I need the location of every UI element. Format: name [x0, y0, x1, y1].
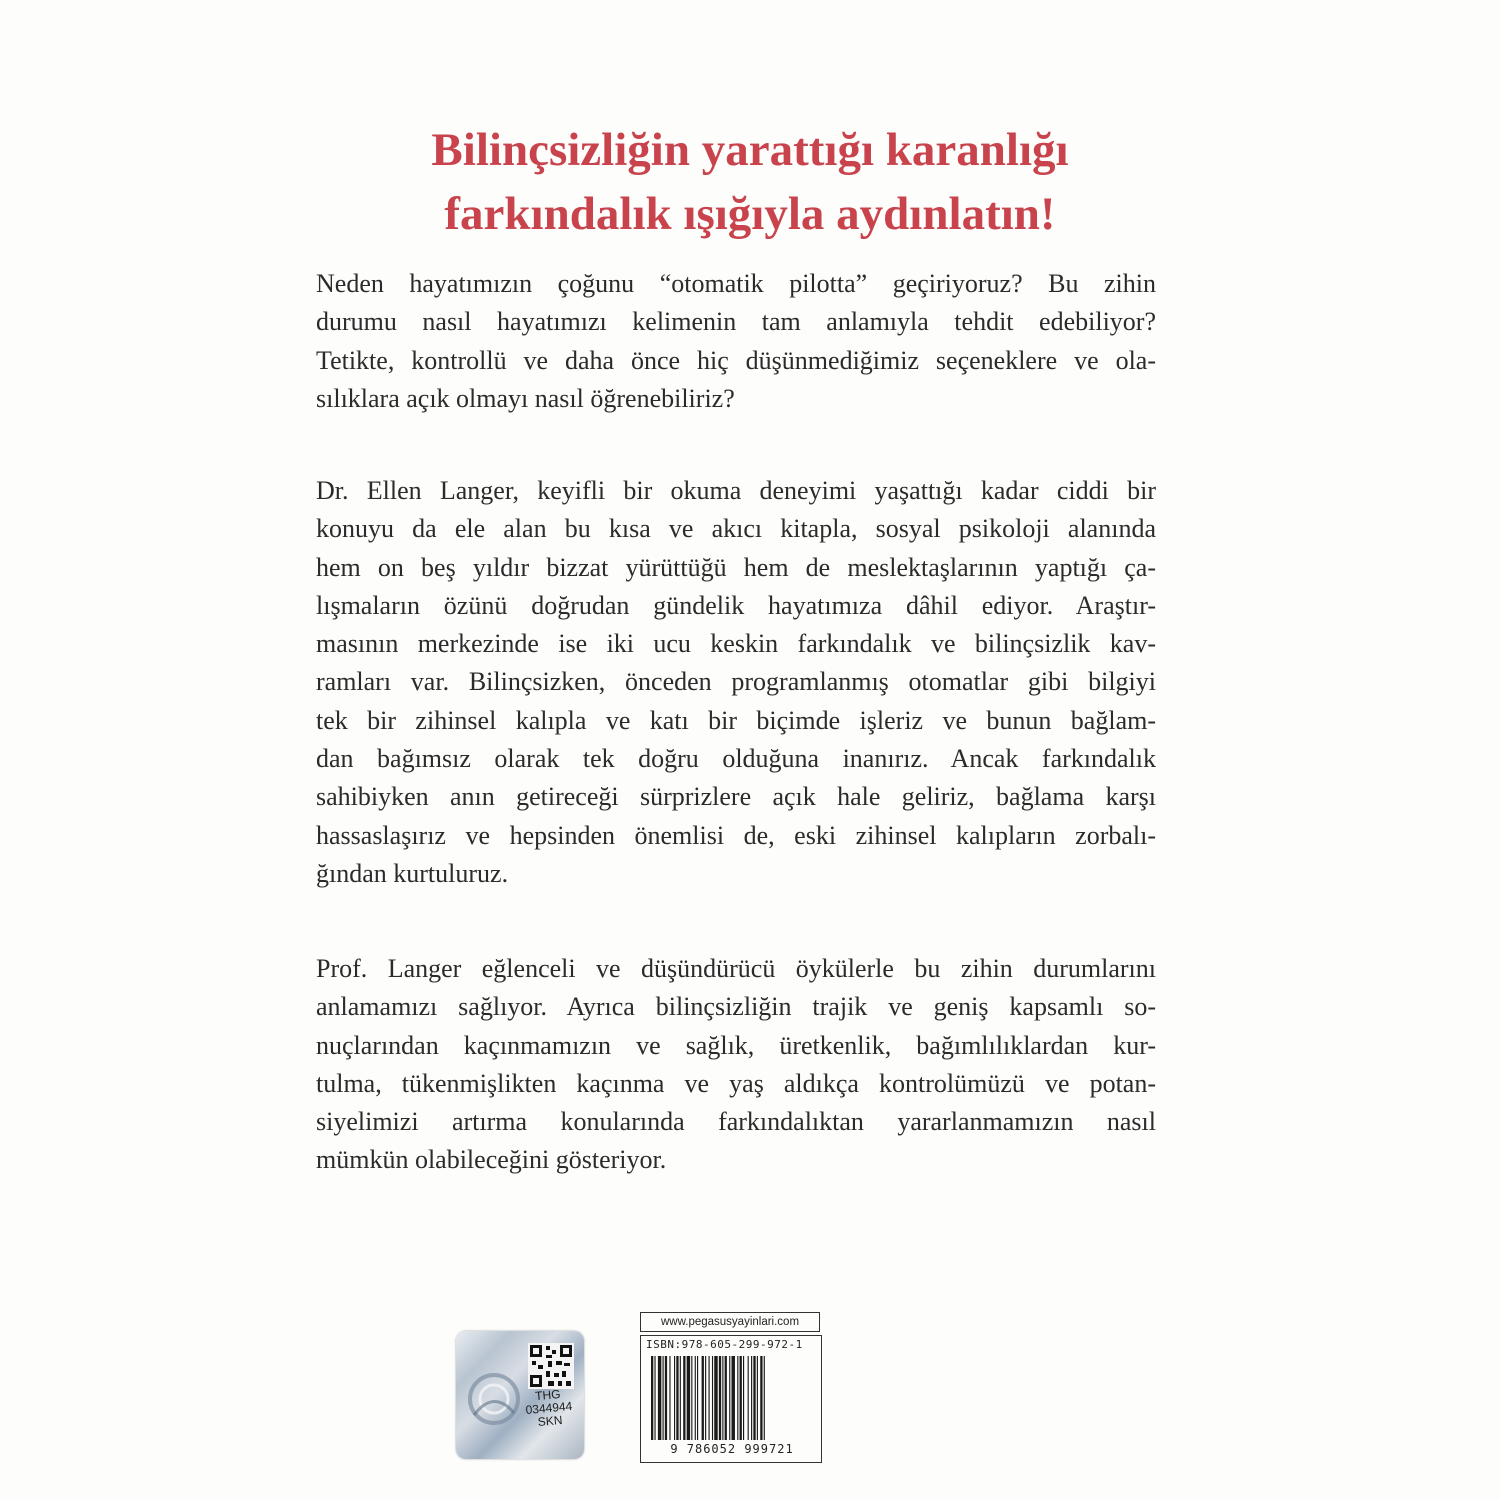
blurb-paragraph-1 — [316, 265, 1156, 418]
text-line: hassaslaşırız ve hepsinden önemlisi de, eski zihinsel kalıpların zorbalı- — [316, 820, 1156, 850]
text-line: Prof. Langer eğlenceli ve düşündürücü öykülerle bu zihin durumlarını — [316, 954, 1156, 983]
cover-headline — [300, 118, 1200, 246]
text-line: masının merkezinde ise iki ucu keskin farkındalık ve bilinçsizlik kav- — [316, 629, 1156, 659]
text-line: dan bağımsız olarak tek doğru olduğuna inanırız. Ancak farkındalık — [316, 744, 1156, 774]
isbn-label: ISBN:978-605-299-972-1 — [646, 1338, 803, 1351]
barcode-icon — [651, 1356, 813, 1440]
isbn-frame — [640, 1335, 822, 1463]
text-line: durumu nasıl hayatımızı kelimenin tam anlamıyla tehdit edebiliyor? — [316, 307, 1156, 337]
blurb-paragraph-2 — [316, 472, 1156, 893]
text-line: ramları var. Bilinçsizken, önceden programlanmış otomatlar gibi bilgiyi — [316, 667, 1156, 697]
headline-line: Bilinçsizliğin yarattığı karanlığı — [431, 124, 1069, 176]
text-line: hem on beş yıldır bizzat yürüttüğü hem de meslektaşlarının yaptığı ça- — [316, 552, 1156, 582]
barcode-block — [640, 1312, 822, 1462]
text-line: anlamamızı sağlıyor. Ayrıca bilinçsizliğin trajik ve geniş kapsamlı so- — [316, 992, 1156, 1022]
hologram-code-text — [516, 1386, 581, 1430]
text-line: Dr. Ellen Langer, keyifli bir okuma deneyimi yaşattığı kadar ciddi bir — [316, 476, 1156, 505]
hologram-emblem-icon — [464, 1369, 524, 1429]
qr-code-icon — [528, 1343, 574, 1389]
text-line: siyelimizi artırma konularında farkındalıktan yararlanmamızın nasıl — [316, 1107, 1156, 1137]
hologram-sticker — [456, 1331, 584, 1459]
text-line: Tetikte, kontrollü ve daha önce hiç düşünmediğimiz seçeneklere ve ola- — [316, 345, 1156, 375]
text-line: sılıklara açık olmayı nasıl öğrenebiliriz? — [316, 383, 735, 413]
text-line: ğından kurtuluruz. — [316, 858, 509, 888]
text-line: tek bir zihinsel kalıpla ve katı bir biçimde işleriz ve bunun bağlam- — [316, 705, 1156, 735]
text-line: sahibiyken anın getireceği sürprizlere açık hale geliriz, bağlama karşı — [316, 782, 1156, 812]
hologram-line: SKN — [537, 1412, 563, 1430]
hologram-line: THG — [534, 1386, 562, 1404]
blurb-paragraph-3 — [316, 950, 1156, 1180]
hologram-line: 0344944 — [525, 1398, 573, 1418]
text-line: lışmaların özünü doğrudan gündelik hayatımıza dâhil ediyor. Araştır- — [316, 590, 1156, 620]
text-line: mümkün olabileceğini gösteriyor. — [316, 1145, 667, 1175]
text-line: nuçlarından kaçınmamızın ve sağlık, üretkenlik, bağımlılıklardan kur- — [316, 1030, 1156, 1060]
text-line: Neden hayatımızın çoğunu “otomatik pilotta” geçiriyoruz? Bu zihin — [316, 269, 1156, 298]
headline-line: farkındalık ışığıyla aydınlatın! — [444, 188, 1056, 240]
text-line: tulma, tükenmişlikten kaçınma ve yaş aldıkça kontrolümüzü ve potan- — [316, 1068, 1156, 1098]
publisher-website: www.pegasusyayinlari.com — [640, 1312, 820, 1332]
text-line: konuyu da ele alan bu kısa ve akıcı kitapla, sosyal psikoloji alanında — [316, 514, 1156, 544]
barcode-number: 9 786052 999721 — [670, 1442, 794, 1456]
